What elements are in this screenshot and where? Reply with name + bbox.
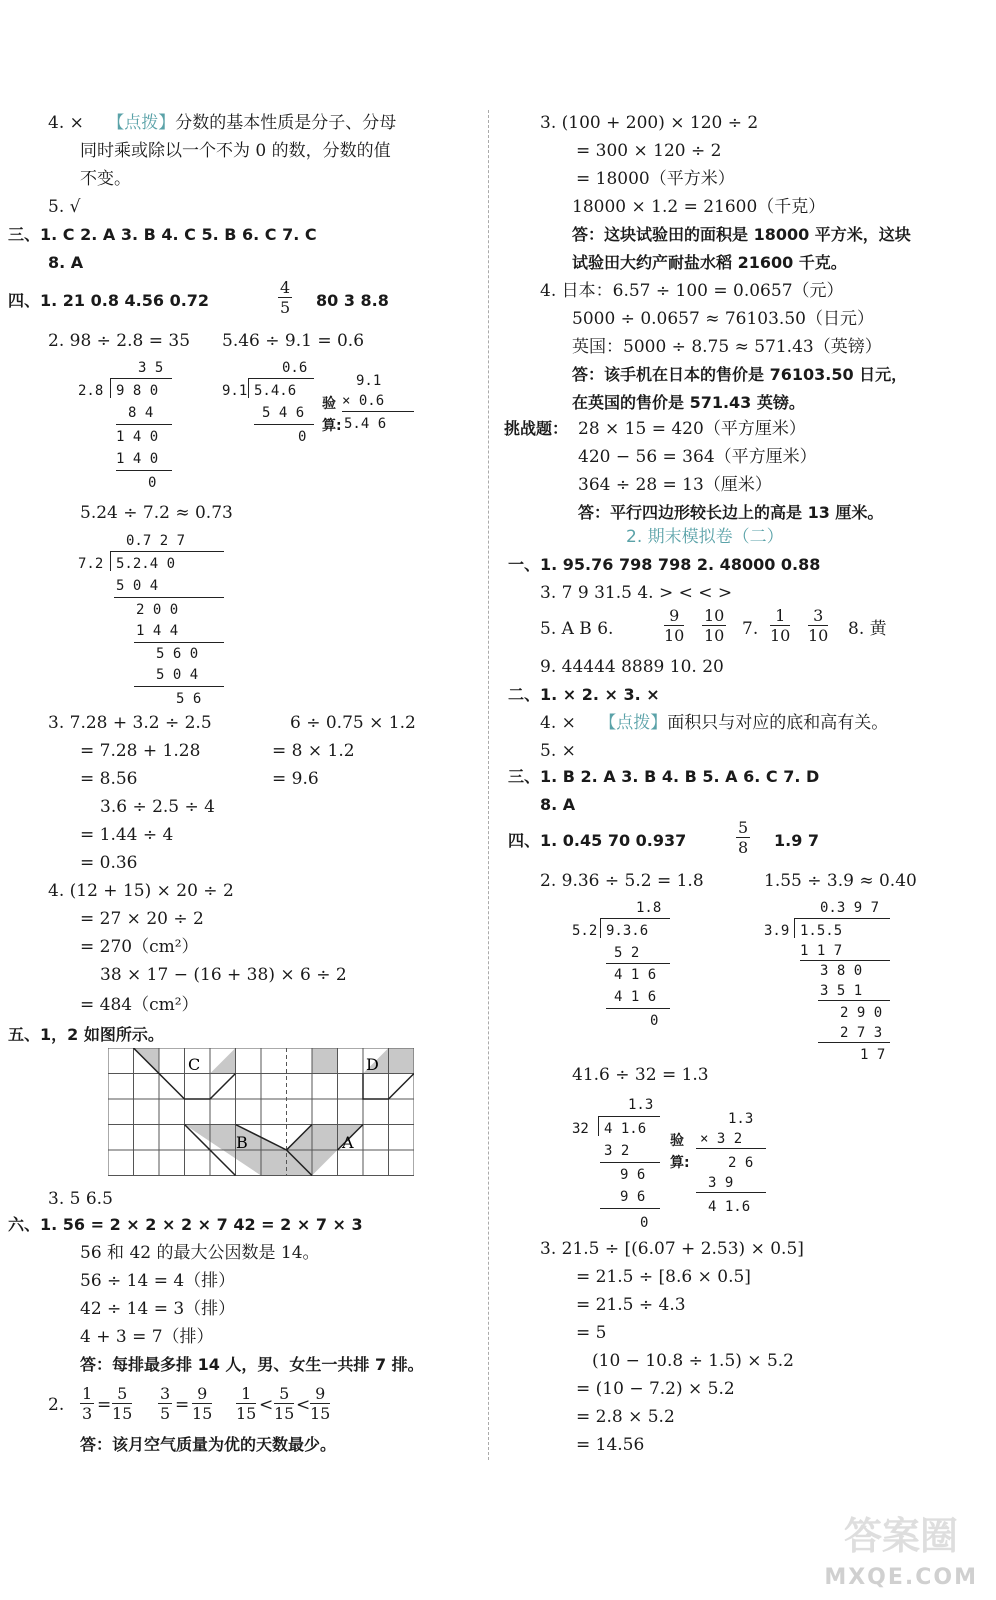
calculation-step: = 8.56	[80, 769, 138, 789]
answer-statement-cont: 试验田大约产耐盐水稻 21600 千克。	[572, 253, 847, 272]
calculation-step: = 270（cm²）	[80, 937, 199, 957]
hint-label: 【点拨】	[107, 113, 176, 133]
shape-label-d: D	[366, 1055, 379, 1074]
division-equation: 2. 9.36 ÷ 5.2 = 1.8	[540, 871, 704, 891]
numerator: 5	[112, 1384, 132, 1404]
step: 5 0 4	[156, 667, 199, 683]
step: 1 4 0	[116, 429, 159, 445]
dividend: 5.2.4 0	[116, 556, 176, 572]
section-5-heading: 五、1，2 如图所示。	[8, 1025, 164, 1044]
step: 5 6 0	[156, 646, 199, 662]
calculation: 4 + 3 = 7（排）	[80, 1327, 214, 1347]
watermark-url: MXQE.COM	[824, 1565, 978, 1590]
check-label: 算:	[322, 418, 342, 434]
fraction	[310, 1384, 330, 1423]
hint-text-line: 不变。	[80, 169, 131, 189]
calculation: 3. 21.5 ÷ [(6.07 + 2.53) × 0.5]	[540, 1239, 804, 1259]
answer-statement: 答：每排最多排 14 人，男、女生一共排 7 排。	[80, 1355, 424, 1374]
section-4-answers-cont: 1.9 7	[774, 831, 820, 850]
calculation: 英国：5000 ÷ 8.75 ≈ 571.43（英镑）	[572, 337, 882, 357]
step: 8 4	[128, 405, 154, 421]
section-1-answers-cont: 9. 44444 8889 10. 20	[540, 657, 724, 677]
hint-text-line: 同时乘或除以一个不为 0 的数，分数的值	[80, 141, 391, 161]
section-3-answers: 三、1. B 2. A 3. B 4. B 5. A 6. C 7. D	[508, 767, 820, 786]
question-8-answer: 8. 黄	[848, 619, 887, 639]
calculation: 38 × 17 − (16 + 38) × 6 ÷ 2	[100, 965, 347, 985]
step: 2 0 0	[136, 602, 179, 618]
dividend: 5.4.6	[254, 383, 297, 399]
denominator: 10	[704, 626, 725, 645]
check-label: 验	[670, 1133, 684, 1149]
answer-5: 5. √	[48, 197, 81, 217]
denominator: 5	[160, 1404, 171, 1423]
step: 4 1 6	[614, 967, 657, 983]
numerator: 3	[808, 606, 828, 626]
numerator: 3	[160, 1384, 171, 1403]
calculation-step: = (10 − 7.2) × 5.2	[576, 1379, 735, 1399]
dividend: 9.3.6	[606, 923, 649, 939]
numerator: 1	[236, 1384, 256, 1404]
section-3-answers: 三、1. C 2. A 3. B 4. C 5. B 6. C 7. C	[8, 225, 317, 244]
fraction	[80, 1384, 94, 1423]
hint-text: 分数的基本性质是分子、分母	[175, 113, 397, 133]
watermark-logo: 答案圈	[843, 1514, 958, 1558]
check-value: 3 9	[708, 1175, 734, 1191]
denominator: 15	[112, 1404, 133, 1423]
calculation-step: = 21.5 ÷ [8.6 × 0.5]	[576, 1267, 751, 1287]
remainder: 0	[148, 475, 157, 491]
section-4-answers: 四、1. 0.45 70 0.937	[508, 831, 687, 850]
fraction	[808, 606, 828, 645]
remainder: 0	[298, 429, 307, 445]
section-1-answers-cont: 5. A B 6.	[540, 619, 614, 639]
section-4-answers-cont: 80 3 8.8	[316, 291, 389, 310]
numerator: 10	[704, 606, 725, 625]
answer-statement-cont: 在英国的售价是 571.43 英镑。	[572, 393, 805, 412]
calculation: 6 ÷ 0.75 × 1.2	[290, 713, 416, 733]
division-equation: 2. 98 ÷ 2.8 = 35	[48, 331, 191, 351]
shape-label-c: C	[188, 1055, 201, 1074]
step: 9 6	[620, 1167, 646, 1183]
answer-statement: 答：平行四边形较长边上的高是 13 厘米。	[578, 503, 884, 522]
calculation-step: = 18000（平方米）	[576, 169, 735, 189]
denominator: 10	[808, 626, 829, 645]
denominator: 15	[236, 1404, 257, 1423]
fraction	[702, 606, 726, 645]
calculation-step: = 484（cm²）	[80, 995, 199, 1015]
numerator: 9	[664, 606, 684, 626]
section-1-answers-cont: 3. 7 9 31.5 4. > < < >	[540, 583, 733, 603]
operator: =	[97, 1395, 112, 1415]
remainder: 5 6	[176, 691, 202, 707]
calculation: 56 ÷ 14 = 4（排）	[80, 1271, 236, 1291]
quotient: 0.3 9 7	[820, 900, 880, 916]
remainder: 0	[650, 1013, 659, 1029]
quotient: 1.3	[628, 1097, 654, 1113]
calculation: 364 ÷ 28 = 13（厘米）	[578, 475, 772, 495]
check-value: 2 6	[728, 1155, 754, 1171]
calculation: 18000 × 1.2 = 21600（千克）	[572, 197, 826, 217]
check-value: 1.3	[728, 1111, 754, 1127]
section-5-answer-3: 3. 5 6.5	[48, 1189, 113, 1209]
step: 3 2	[604, 1143, 630, 1159]
division-equation: 5.46 ÷ 9.1 = 0.6	[222, 331, 365, 351]
fraction	[770, 606, 790, 645]
answer-text: 4. ×	[540, 713, 576, 733]
calculation: 3. 7.28 + 3.2 ÷ 2.5	[48, 713, 212, 733]
question-2-label: 2.	[48, 1395, 65, 1415]
section-3-answer-8: 8. A	[48, 253, 84, 272]
hint-text: 面积只与对应的底和高有关。	[667, 713, 889, 733]
calculation-step: = 0.36	[80, 853, 138, 873]
divisor: 3.9	[764, 923, 790, 939]
answer-statement: 答：该手机在日本的售价是 76103.50 日元，	[572, 365, 908, 384]
remainder: 0	[640, 1215, 649, 1231]
step: 4 1 6	[614, 989, 657, 1005]
calculation-step: = 5	[576, 1323, 607, 1343]
remainder: 1 7	[860, 1047, 886, 1063]
answer-4	[48, 112, 396, 134]
numerator: 9	[310, 1384, 330, 1404]
check-value: 4 1.6	[708, 1199, 751, 1215]
numerator: 1	[82, 1384, 93, 1403]
dividend: 9 8 0	[116, 383, 159, 399]
step: 1 4 4	[136, 623, 179, 639]
section-2-answers: 二、1. × 2. × 3. ×	[508, 685, 660, 704]
operator: <	[259, 1395, 274, 1415]
divisor: 32	[572, 1121, 589, 1137]
denominator: 15	[310, 1404, 331, 1423]
divisor: 7.2	[78, 556, 104, 572]
denominator: 5	[280, 298, 291, 317]
divisor: 5.2	[572, 923, 598, 939]
calculation-step: = 300 × 120 ÷ 2	[576, 141, 722, 161]
numerator: 5	[738, 818, 749, 837]
fraction	[192, 1384, 212, 1423]
numerator: 4	[280, 278, 291, 297]
calculation-step: = 7.28 + 1.28	[80, 741, 201, 761]
numerator: 1	[770, 606, 790, 626]
calculation-step: = 1.44 ÷ 4	[80, 825, 174, 845]
operator: <	[296, 1395, 311, 1415]
fraction-4-5	[278, 278, 292, 317]
denominator: 15	[192, 1404, 213, 1423]
section-6-factorization: 六、1. 56 = 2 × 2 × 2 × 7 42 = 2 × 7 × 3	[8, 1215, 363, 1234]
calculation-step: = 14.56	[576, 1435, 645, 1455]
dividend: 1.5.5	[800, 923, 843, 939]
section-1-answers: 一、1. 95.76 798 798 2. 48000 0.88	[508, 555, 821, 574]
denominator: 10	[664, 626, 685, 645]
calculation: 5000 ÷ 0.0657 ≈ 76103.50（日元）	[572, 309, 874, 329]
quotient: 0.6	[282, 360, 308, 376]
check-label: 验	[322, 396, 336, 412]
calculation: 420 − 56 = 364（平方厘米）	[578, 447, 817, 467]
calculation: 4. (12 + 15) × 20 ÷ 2	[48, 881, 234, 901]
quotient: 0.7 2 7	[126, 533, 186, 549]
step: 3 8 0	[820, 963, 863, 979]
answer-text: 4. ×	[48, 113, 84, 133]
calculation-step: = 8 × 1.2	[272, 741, 355, 761]
fraction	[274, 1384, 294, 1423]
step: 5 4 6	[262, 405, 305, 421]
calculation: 3. (100 + 200) × 120 ÷ 2	[540, 113, 759, 133]
calculation: (10 − 10.8 ÷ 1.5) × 5.2	[592, 1351, 794, 1371]
denominator: 15	[274, 1404, 295, 1423]
fraction	[664, 606, 684, 645]
challenge-label: 挑战题：	[504, 419, 569, 438]
quotient: 3 5	[138, 360, 164, 376]
fraction	[236, 1384, 256, 1423]
section-3-answer-8: 8. A	[540, 795, 576, 814]
divisor: 9.1	[222, 383, 248, 399]
dividend: 4 1.6	[604, 1121, 647, 1137]
step: 5 0 4	[116, 578, 159, 594]
calculation: 3.6 ÷ 2.5 ÷ 4	[100, 797, 215, 817]
denominator: 8	[738, 838, 749, 857]
calculation-step: = 21.5 ÷ 4.3	[576, 1295, 686, 1315]
gcd-statement: 56 和 42 的最大公因数是 14。	[80, 1243, 320, 1263]
operator: =	[175, 1395, 190, 1415]
question-7-label: 7.	[742, 619, 759, 639]
step: 1 1 7	[800, 943, 843, 959]
grid-figure	[108, 1048, 414, 1176]
answer-4	[540, 712, 888, 734]
calculation: 42 ÷ 14 = 3（排）	[80, 1299, 236, 1319]
fraction	[158, 1384, 172, 1423]
shape-label-b: B	[236, 1133, 248, 1152]
check-value: 5.4 6	[344, 416, 387, 432]
numerator: 5	[274, 1384, 294, 1404]
divisor: 2.8	[78, 383, 104, 399]
division-equation: 41.6 ÷ 32 = 1.3	[572, 1065, 709, 1085]
calculation: 28 × 15 = 420（平方厘米）	[578, 419, 806, 439]
calculation: 4. 日本：6.57 ÷ 100 = 0.0657（元）	[540, 281, 844, 301]
denominator: 10	[770, 626, 791, 645]
column-divider	[488, 110, 489, 1460]
step: 2 9 0	[840, 1005, 883, 1021]
calculation-step: = 9.6	[272, 769, 319, 789]
division-equation: 1.55 ÷ 3.9 ≈ 0.40	[764, 871, 917, 891]
section-title: 2. 期末模拟卷（二）	[626, 527, 784, 547]
calculation-step: = 2.8 × 5.2	[576, 1407, 675, 1427]
step: 1 4 0	[116, 451, 159, 467]
division-equation: 5.24 ÷ 7.2 ≈ 0.73	[80, 503, 233, 523]
step: 5 2	[614, 945, 640, 961]
step: 3 5 1	[820, 983, 863, 999]
step: 2 7 3	[840, 1025, 883, 1041]
quotient: 1.8	[636, 900, 662, 916]
fraction	[112, 1384, 132, 1423]
denominator: 3	[82, 1404, 93, 1423]
hint-label: 【点拨】	[599, 713, 668, 733]
shape-label-a: A	[342, 1133, 354, 1152]
answer-statement: 答：该月空气质量为优的天数最少。	[80, 1435, 337, 1454]
numerator: 9	[192, 1384, 212, 1404]
answer-5: 5. ×	[540, 741, 576, 761]
fraction-5-8	[736, 818, 750, 857]
calculation-step: = 27 × 20 ÷ 2	[80, 909, 204, 929]
answer-statement: 答：这块试验田的面积是 18000 平方米，这块	[572, 225, 911, 244]
check-value: × 3 2	[700, 1131, 743, 1147]
section-4-answers: 四、1. 21 0.8 4.56 0.72	[8, 291, 210, 310]
check-label: 算:	[670, 1155, 690, 1171]
step: 9 6	[620, 1189, 646, 1205]
check-value: × 0.6	[342, 393, 385, 409]
check-value: 9.1	[356, 373, 382, 389]
